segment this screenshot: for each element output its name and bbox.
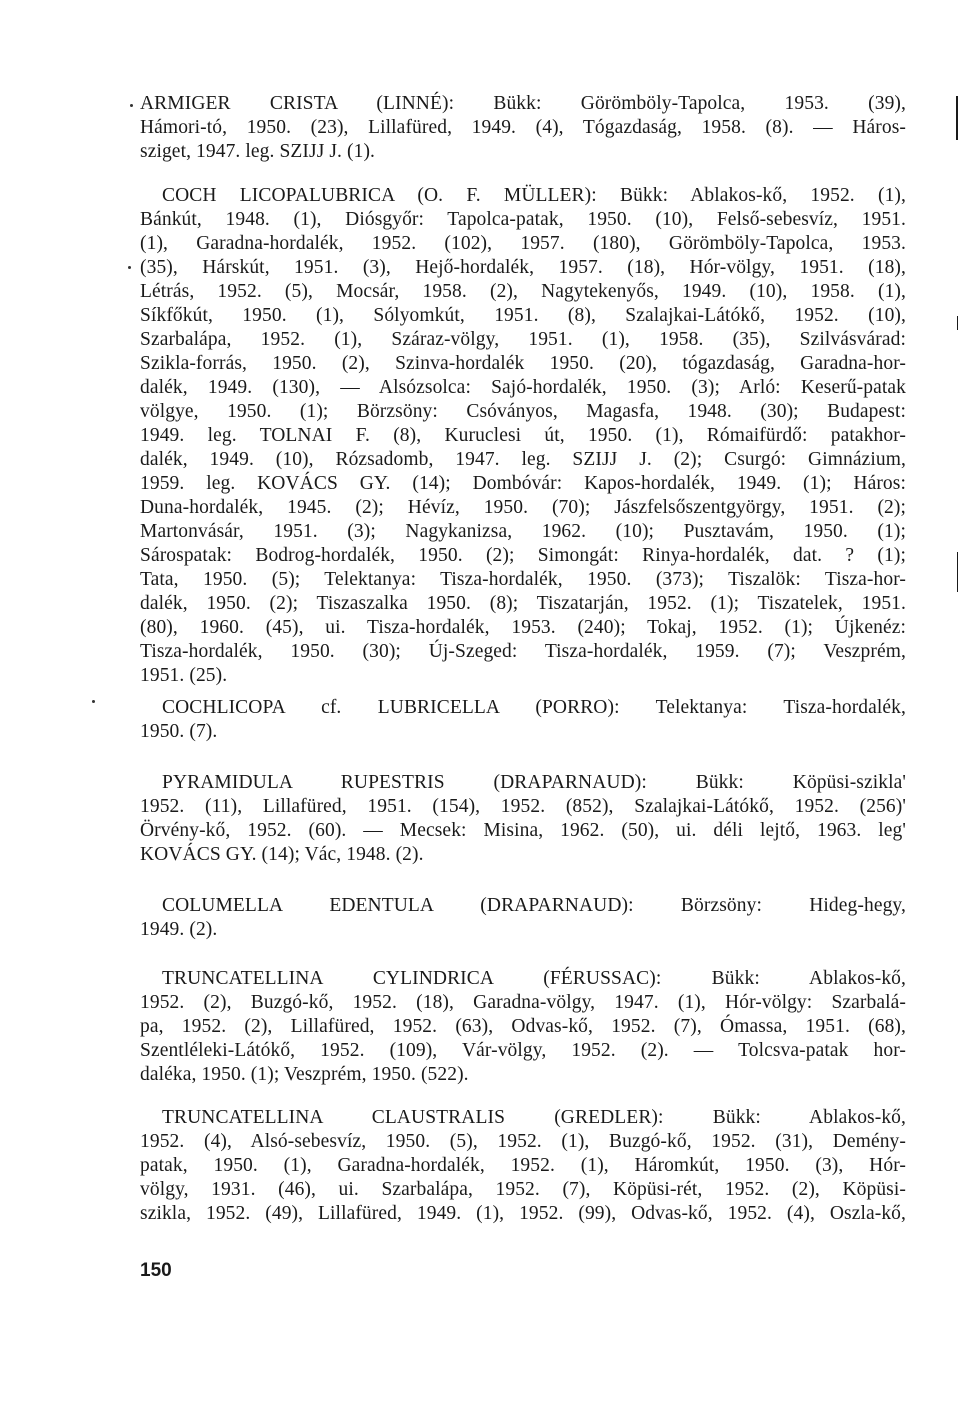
text-line: COCHLICOPA cf. LUBRICELLA (PORRO): Telektanya: Tisza-hordalék, (162, 697, 906, 718)
text-line: TRUNCATELLINA CYLINDRICA (FÉRUSSAC): Bükk: Ablakos-kő, (162, 968, 906, 989)
text-line: Martonvásár, 1951. (3); Nagykanizsa, 1962. (10); Pusztavám, 1950. (1); (140, 521, 906, 542)
text-line: dalék, 1949. (10), Rózsadomb, 1947. leg. SZIJJ J. (2); Csurgó: Gimnázium, (140, 449, 906, 470)
text-line: ARMIGER CRISTA (LINNÉ): Bükk: Görömböly-Tapolca, 1953. (39), (140, 93, 906, 114)
entry-pyramidula-rupestris (140, 771, 906, 867)
text-line: PYRAMIDULA RUPESTRIS (DRAPARNAUD): Bükk: Köpüsi-szikla' (162, 772, 906, 793)
text-line: Sárospatak: Bodrog-hordalék, 1950. (2); Simongát: Rinya-hordalék, dat. ? (1); (140, 545, 906, 566)
text-line: Hámori-tó, 1950. (23), Lillafüred, 1949. (4), Tógazdaság, 1958. (8). — Háros- (140, 117, 906, 138)
text-line: szikla, 1952. (49), Lillafüred, 1949. (1), 1952. (99), Odvas-kő, 1952. (4), Oszla-kő, (140, 1203, 906, 1224)
text-line: (35), Hárskút, 1951. (3), Hejő-hordalék, 1957. (18), Hór-völgy, 1951. (18), (140, 257, 906, 278)
text-line: Síkfőkút, 1950. (1), Sólyomkút, 1951. (8), Szalajkai-Látókő, 1952. (10), (140, 305, 906, 326)
text-line: Létrás, 1952. (5), Mocsár, 1958. (2), Nagytekenyős, 1949. (10), 1958. (1), (140, 281, 906, 302)
entry-cochlicopa-lubrica (140, 184, 906, 688)
text-line: 1952. (11), Lillafüred, 1951. (154), 1952. (852), Szalajkai-Látókő, 1952. (256)' (140, 796, 906, 817)
page-number: 150 (140, 1260, 172, 1281)
text-line: Tisza-hordalék, 1950. (30); Új-Szeged: Tisza-hordalék, 1959. (7); Veszprém, (140, 641, 906, 662)
text-line: 1949. leg. TOLNAI F. (8), Kuruclesi út, 1950. (1), Rómaifürdő: patakhor- (140, 425, 906, 446)
text-line: daléka, 1950. (1); Veszprém, 1950. (522). (140, 1064, 469, 1085)
text-line: Duna-hordalék, 1945. (2); Hévíz, 1950. (70); Jászfelsőszentgyörgy, 1951. (2); (140, 497, 906, 518)
entry-truncatellina-cylindrica (140, 967, 906, 1087)
text-line: Szikla-forrás, 1950. (2), Szinva-hordalék 1950. (20), tógazdaság, Garadna-hor- (140, 353, 906, 374)
entry-armiger-crista (140, 92, 906, 164)
text-line: Szarbalápa, 1952. (1), Száraz-völgy, 1951. (1), 1958. (35), Szilvásvárad: (140, 329, 906, 350)
scan-margin-line (956, 96, 958, 140)
text-line: völgy, 1931. (46), ui. Szarbalápa, 1952. (7), Köpüsi-rét, 1952. (2), Köpüsi- (140, 1179, 906, 1200)
scan-speck (128, 266, 131, 269)
text-line: COLUMELLA EDENTULA (DRAPARNAUD): Börzsöny: Hideg-hegy, (162, 895, 906, 916)
text-line: Bánkút, 1948. (1), Diósgyőr: Tapolca-patak, 1950. (10), Felső-sebesvíz, 1951. (140, 209, 906, 230)
text-line: TRUNCATELLINA CLAUSTRALIS (GREDLER): Bükk: Ablakos-kő, (162, 1107, 906, 1128)
entry-columella-edentula (140, 894, 906, 942)
text-line: (1), Garadna-hordalék, 1952. (102), 1957. (180), Görömböly-Tapolca, 1953. (140, 233, 906, 254)
text-line: sziget, 1947. leg. SZIJJ J. (1). (140, 141, 376, 162)
entry-truncatellina-claustralis (140, 1106, 906, 1226)
text-line: Szentléleki-Látókő, 1952. (109), Vár-völgy, 1952. (2). — Tolcsva-patak hor- (140, 1040, 906, 1061)
scan-speck (130, 104, 133, 107)
scan-margin-line (957, 316, 958, 330)
text-line: völgye, 1950. (1); Börzsöny: Csóványos, Magasfa, 1948. (30); Budapest: (140, 401, 906, 422)
scan-speck (92, 700, 95, 703)
text-line: 1952. (2), Buzgó-kő, 1952. (18), Garadna-völgy, 1947. (1), Hór-völgy: Szarbalá- (140, 992, 906, 1013)
text-line: 1950. (7). (140, 721, 218, 742)
text-line: dalék, 1949. (130), — Alsózsolca: Sajó-hordalék, 1950. (3); Arló: Keserű-patak (140, 377, 906, 398)
text-line: Örvény-kő, 1952. (60). — Mecsek: Misina, 1962. (50), ui. déli lejtő, 1963. leg' (140, 820, 906, 841)
text-line: pa, 1952. (2), Lillafüred, 1952. (63), Odvas-kő, 1952. (7), Ómassa, 1951. (68), (140, 1016, 906, 1037)
scan-margin-line (957, 552, 958, 592)
text-line: 1959. leg. KOVÁCS GY. (14); Dombóvár: Kapos-hordalék, 1949. (1); Háros: (140, 473, 906, 494)
text-line: patak, 1950. (1), Garadna-hordalék, 1952. (1), Háromkút, 1950. (3), Hór- (140, 1155, 906, 1176)
text-line: 1949. (2). (140, 919, 218, 940)
text-line: COCH LICOPALUBRICA (O. F. MÜLLER): Bükk: Ablakos-kő, 1952. (1), (162, 185, 906, 206)
text-line: 1951. (25). (140, 665, 228, 686)
text-line: KOVÁCS GY. (14); Vác, 1948. (2). (140, 844, 424, 865)
entry-cochlicopa-lubricella (140, 696, 906, 744)
text-line: 1952. (4), Alsó-sebesvíz, 1950. (5), 1952. (1), Buzgó-kő, 1952. (31), Demény- (140, 1131, 906, 1152)
text-line: dalék, 1950. (2); Tiszaszalka 1950. (8); Tiszatarján, 1952. (1); Tiszatelek, 1951. (140, 593, 906, 614)
text-line: (80), 1960. (45), ui. Tisza-hordalék, 1953. (240); Tokaj, 1952. (1); Újkenéz: (140, 617, 906, 638)
text-line: Tata, 1950. (5); Telektanya: Tisza-hordalék, 1950. (373); Tiszalök: Tisza-hor- (140, 569, 906, 590)
